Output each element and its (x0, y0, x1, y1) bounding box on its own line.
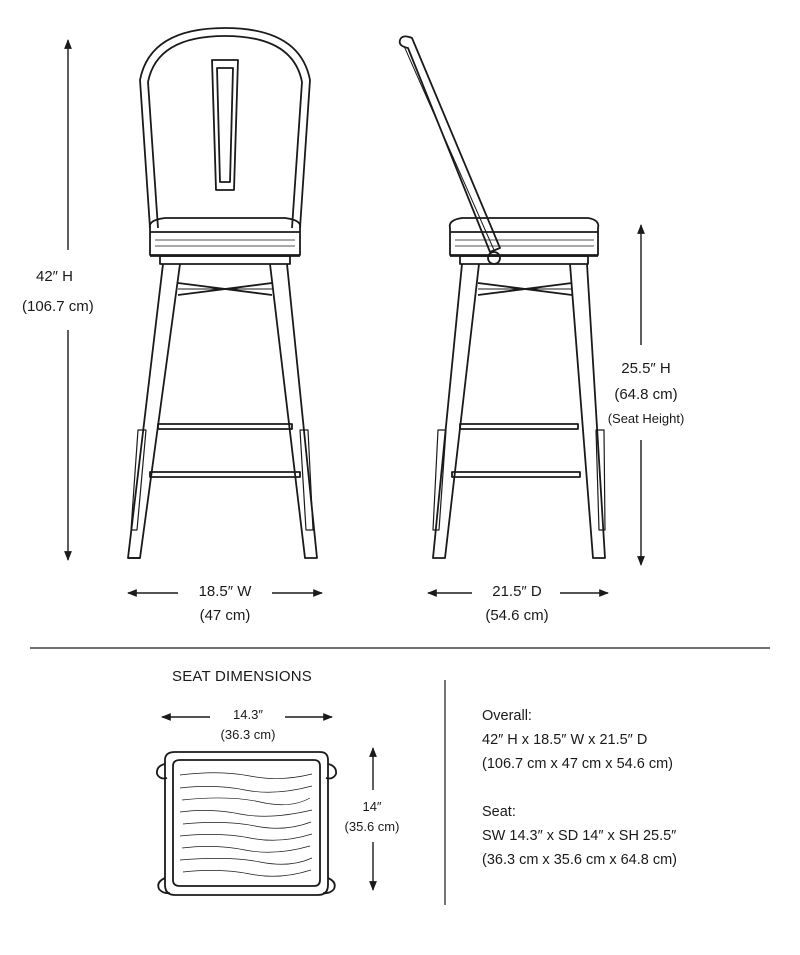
side-back-leg (570, 264, 605, 558)
overall-imperial: 42″ H x 18.5″ W x 21.5″ D (482, 732, 648, 748)
side-seat (450, 218, 599, 255)
side-upper-rung (460, 424, 578, 429)
seat-height-label: 25.5″ H (621, 360, 671, 377)
front-height-label: 42″ H (36, 268, 73, 285)
seat-dimensions-heading: SEAT DIMENSIONS (172, 668, 312, 685)
seat-metric: (36.3 cm x 35.6 cm x 64.8 cm) (482, 852, 678, 868)
side-lower-rung (452, 472, 580, 477)
seat-top-view (157, 752, 336, 895)
front-backrest-slot (212, 60, 238, 190)
front-backrest (140, 28, 310, 228)
front-left-leg (128, 264, 180, 558)
side-backrest (400, 36, 500, 252)
front-height-metric: (106.7 cm) (22, 298, 94, 315)
seat-height-note: (Seat Height) (607, 411, 685, 426)
seat-height-metric: (64.8 cm) (614, 386, 678, 403)
seat-width-metric: (36.3 cm) (220, 727, 276, 742)
seat-heading: Seat: (482, 804, 516, 820)
wood-grain (180, 773, 312, 877)
front-lower-rung (150, 472, 300, 477)
front-view-chair (128, 28, 317, 558)
side-depth-label: 21.5″ D (492, 583, 542, 600)
side-depth-metric: (54.6 cm) (485, 607, 549, 624)
seat-width-label: 14.3″ (233, 707, 263, 722)
overall-metric: (106.7 cm x 47 cm x 54.6 cm) (482, 756, 673, 772)
front-upper-rung (158, 424, 292, 429)
seat-depth-label: 14″ (362, 799, 382, 814)
front-seat (150, 218, 300, 255)
overall-heading: Overall: (482, 708, 532, 724)
side-view-chair (400, 36, 605, 558)
specs-panel (482, 704, 677, 872)
front-width-metric: (47 cm) (199, 607, 251, 624)
front-right-leg (270, 264, 317, 558)
seat-imperial: SW 14.3″ x SD 14″ x SH 25.5″ (482, 828, 677, 844)
front-width-label: 18.5″ W (198, 583, 252, 600)
seat-depth-metric: (35.6 cm) (344, 819, 400, 834)
